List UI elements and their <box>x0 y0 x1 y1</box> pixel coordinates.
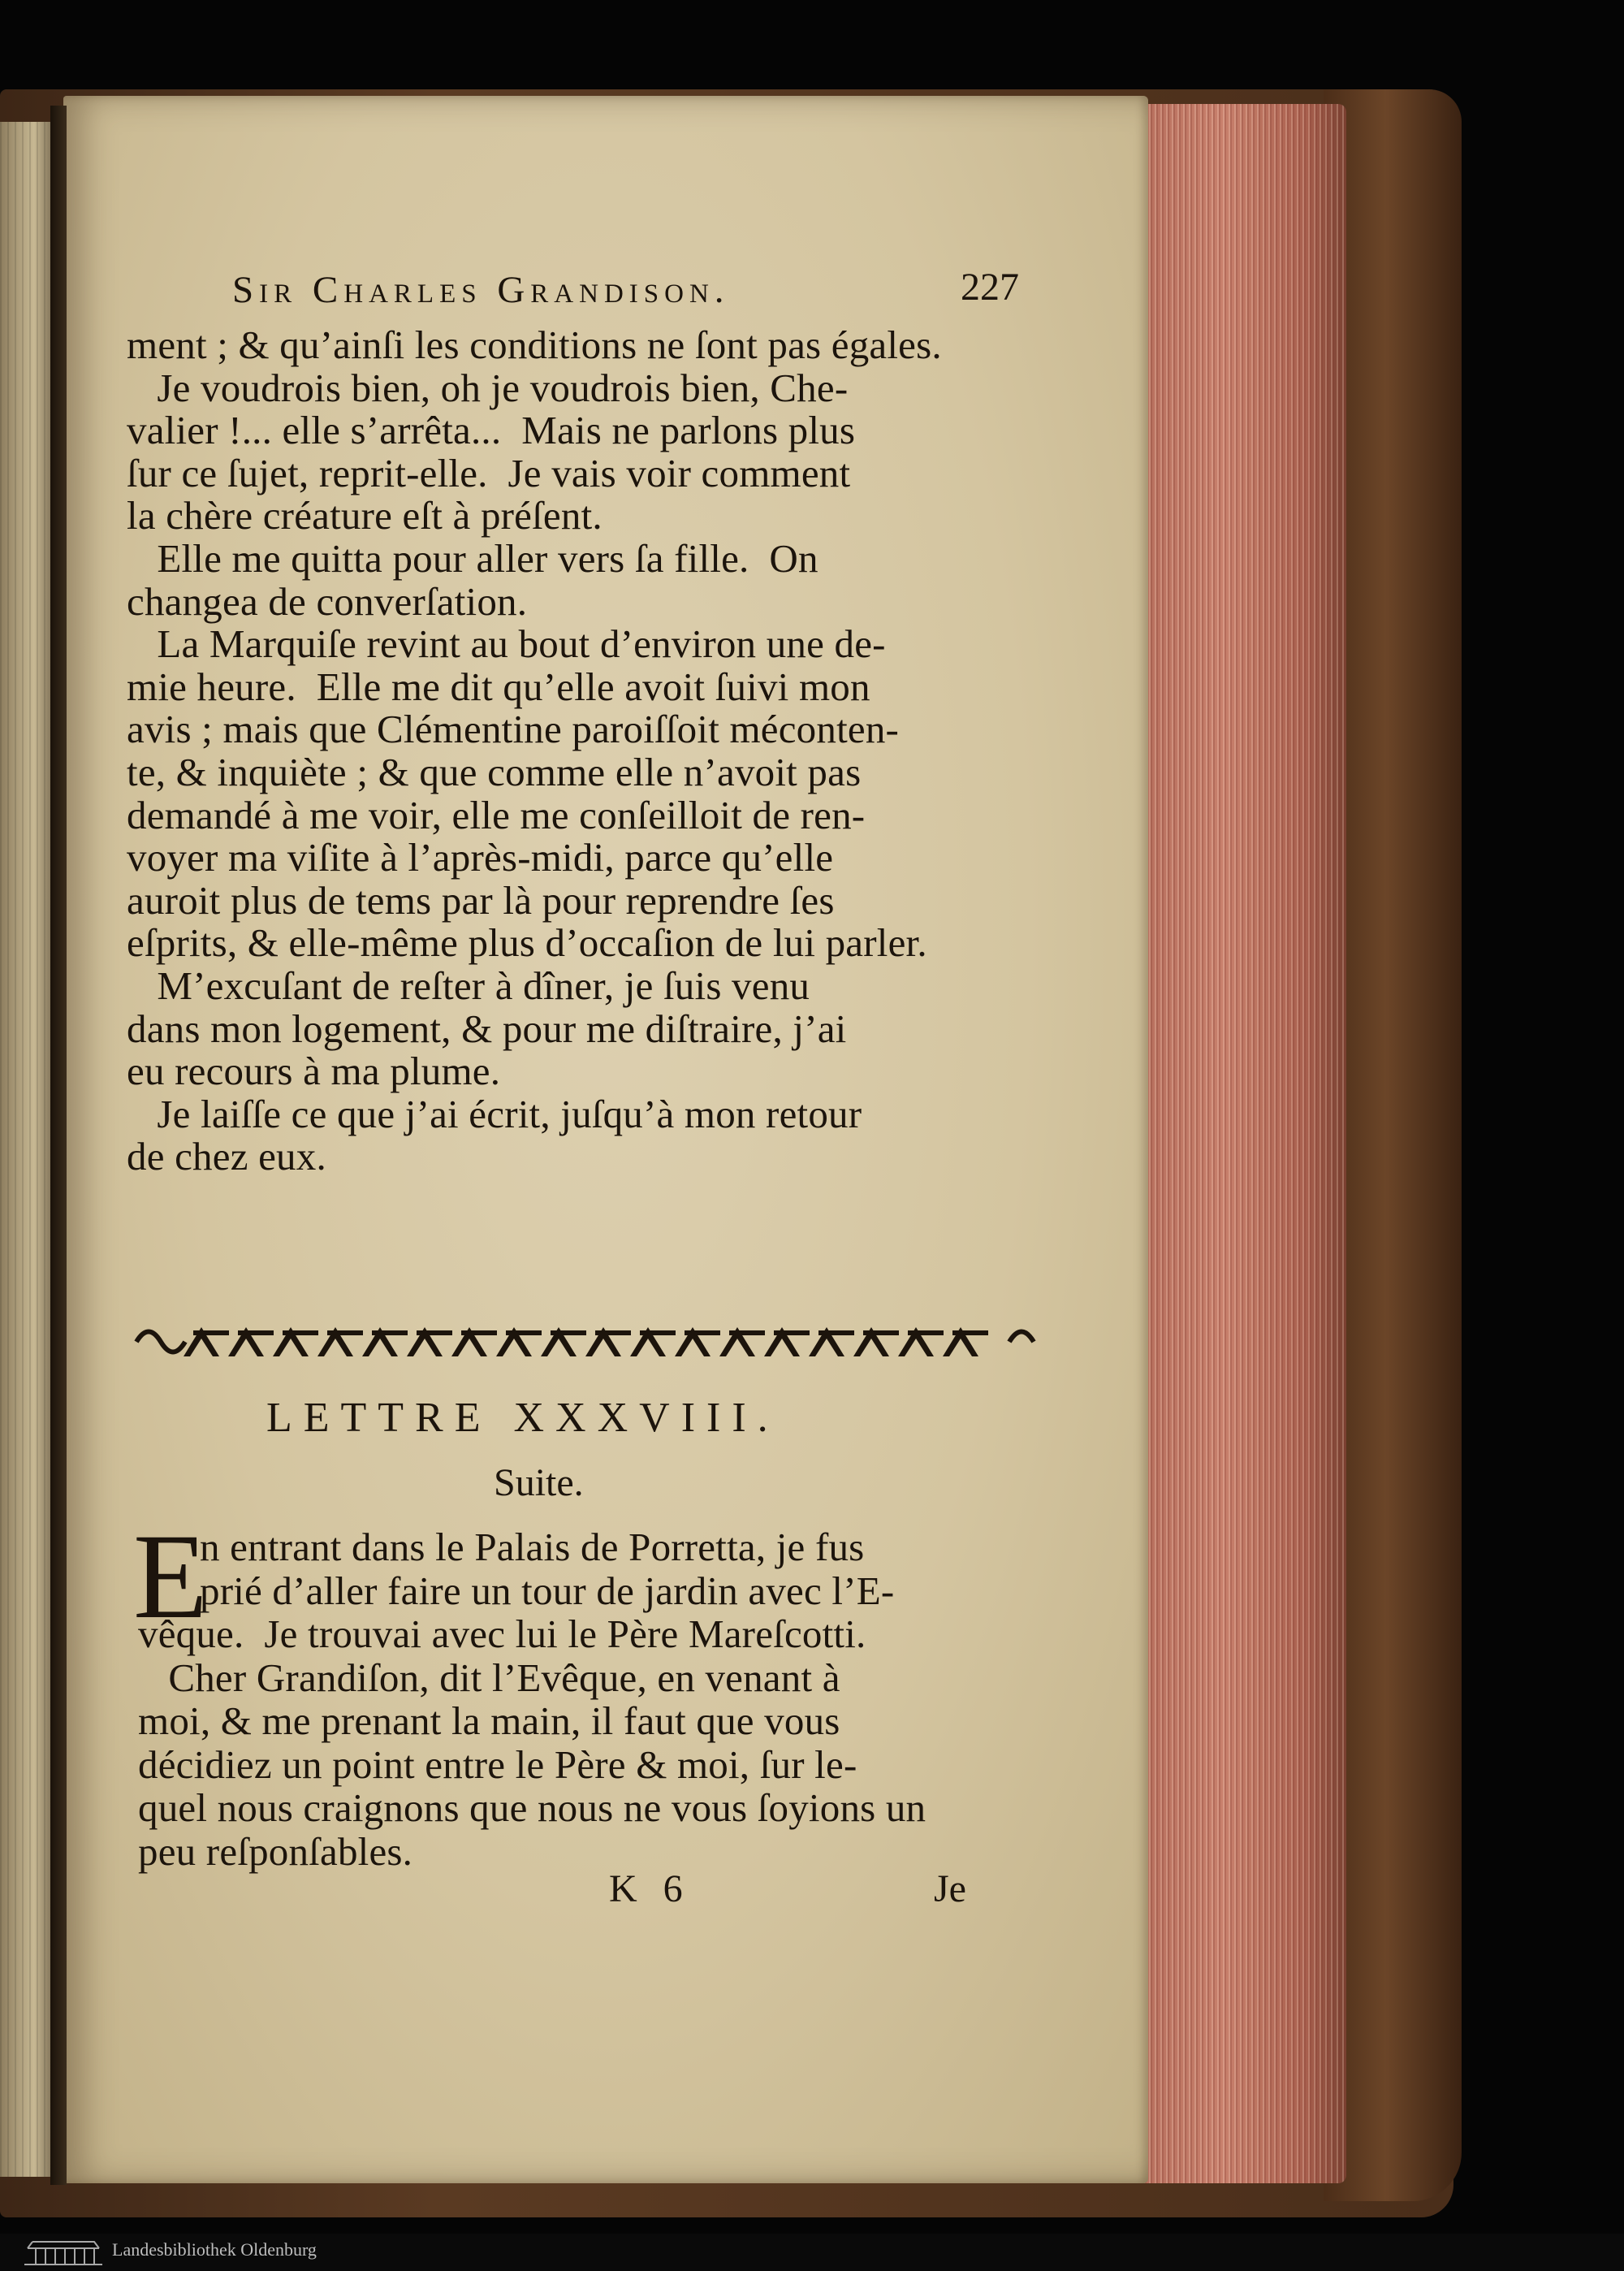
ornament-band <box>128 1316 1042 1368</box>
text-line: Cher Grandiſon, dit l’Evêque, en venant à <box>138 1655 840 1700</box>
text-line: mie heure. Elle me dit qu’elle avoit ſuivi mon <box>127 664 870 709</box>
left-page-texture <box>0 122 57 2177</box>
letter-heading: LETTRE XXXVIII. <box>266 1395 780 1441</box>
ornament-motif <box>273 1327 318 1356</box>
drop-capital: E <box>133 1509 208 1644</box>
text-line: La Marquiſe revint au bout d’environ une de- <box>127 621 886 667</box>
ornament-motif <box>317 1327 363 1356</box>
text-line: eſprits, & elle-même plus d’occaſion de lui parler. <box>127 920 927 966</box>
text-line: Je voudrois bien, oh je voudrois bien, Che- <box>127 365 849 410</box>
text-line: voyer ma viſite à l’après-midi, parce qu’elle <box>127 835 834 880</box>
text-line: valier !... elle s’arrêta... Mais ne parlons plus <box>127 408 856 453</box>
ornament-motif <box>451 1327 497 1356</box>
text-line: Elle me quitta pour aller vers ſa fille. On <box>127 536 818 581</box>
text-line: de chez eux. <box>127 1134 326 1179</box>
text-line: dans mon logement, & pour me diſtraire, j’ai <box>127 1006 847 1051</box>
text-line: vêque. Je trouvai avec lui le Père Mareſcotti. <box>138 1611 866 1656</box>
ornament-motif <box>184 1327 229 1356</box>
text-line: auroit plus de tems par là pour reprendre ſes <box>127 877 835 923</box>
text-line: n entrant dans le Palais de Porretta, je fus <box>200 1525 865 1569</box>
letter-subtitle: Suite. <box>494 1461 584 1504</box>
library-building-icon <box>21 2235 106 2268</box>
text-line: te, & inquiète ; & que comme elle n’avoit pas <box>127 750 862 794</box>
text-line: eu recours à ma plume. <box>127 1049 501 1094</box>
ornament-motif <box>943 1327 988 1356</box>
text-line: prié d’aller faire un tour de jardin avec l’E- <box>200 1568 895 1613</box>
text-line: M’excuſant de reſter à dîner, je ſuis venu <box>127 963 810 1008</box>
ornament-motif <box>630 1327 676 1356</box>
ornament-motif <box>362 1327 408 1356</box>
library-name: Landesbibliothek Oldenburg <box>112 2239 317 2260</box>
ornament-motif <box>585 1327 631 1356</box>
ornament-motif <box>764 1327 810 1356</box>
ornament-motif <box>809 1327 854 1356</box>
gutter-shadow <box>50 106 67 2185</box>
ornament-motif <box>407 1327 452 1356</box>
ornament-motif <box>898 1327 944 1356</box>
ornament-motif <box>853 1327 899 1356</box>
text-line: avis ; mais que Clémentine paroiſſoit méconten- <box>127 707 900 752</box>
ornament-motif <box>541 1327 586 1356</box>
book-page <box>63 96 1148 2183</box>
text-line: moi, & me prenant la main, il faut que vous <box>138 1698 840 1743</box>
text-line: la chère créature eſt à préſent. <box>127 493 603 539</box>
ornament-motif <box>675 1327 720 1356</box>
ornament-motif <box>228 1327 274 1356</box>
page-number: 227 <box>961 266 1019 309</box>
text-line: Je laiſſe ce que j’ai écrit, juſqu’à mon retour <box>127 1091 862 1136</box>
text-line: ment ; & qu’ainſi les conditions ne ſont pas égales. <box>127 322 942 367</box>
text-line: ſur ce ſujet, reprit-elle. Je vais voir comment <box>127 450 851 495</box>
text-line: changea de converſation. <box>127 578 528 624</box>
running-title: Sir Charles Grandison. <box>232 269 730 311</box>
text-line: demandé à me voir, elle me conſeilloit de ren- <box>127 792 866 837</box>
ornament-motif <box>719 1327 765 1356</box>
text-line: quel nous craignons que nous ne vous ſoyions un <box>138 1785 926 1830</box>
catchword: Je <box>934 1867 966 1910</box>
ornament-motif <box>496 1327 542 1356</box>
signature-mark: K 6 <box>609 1867 691 1910</box>
text-line: décidiez un point entre le Père & moi, ſur le- <box>138 1741 857 1787</box>
text-line: peu reſponſables. <box>138 1828 413 1874</box>
